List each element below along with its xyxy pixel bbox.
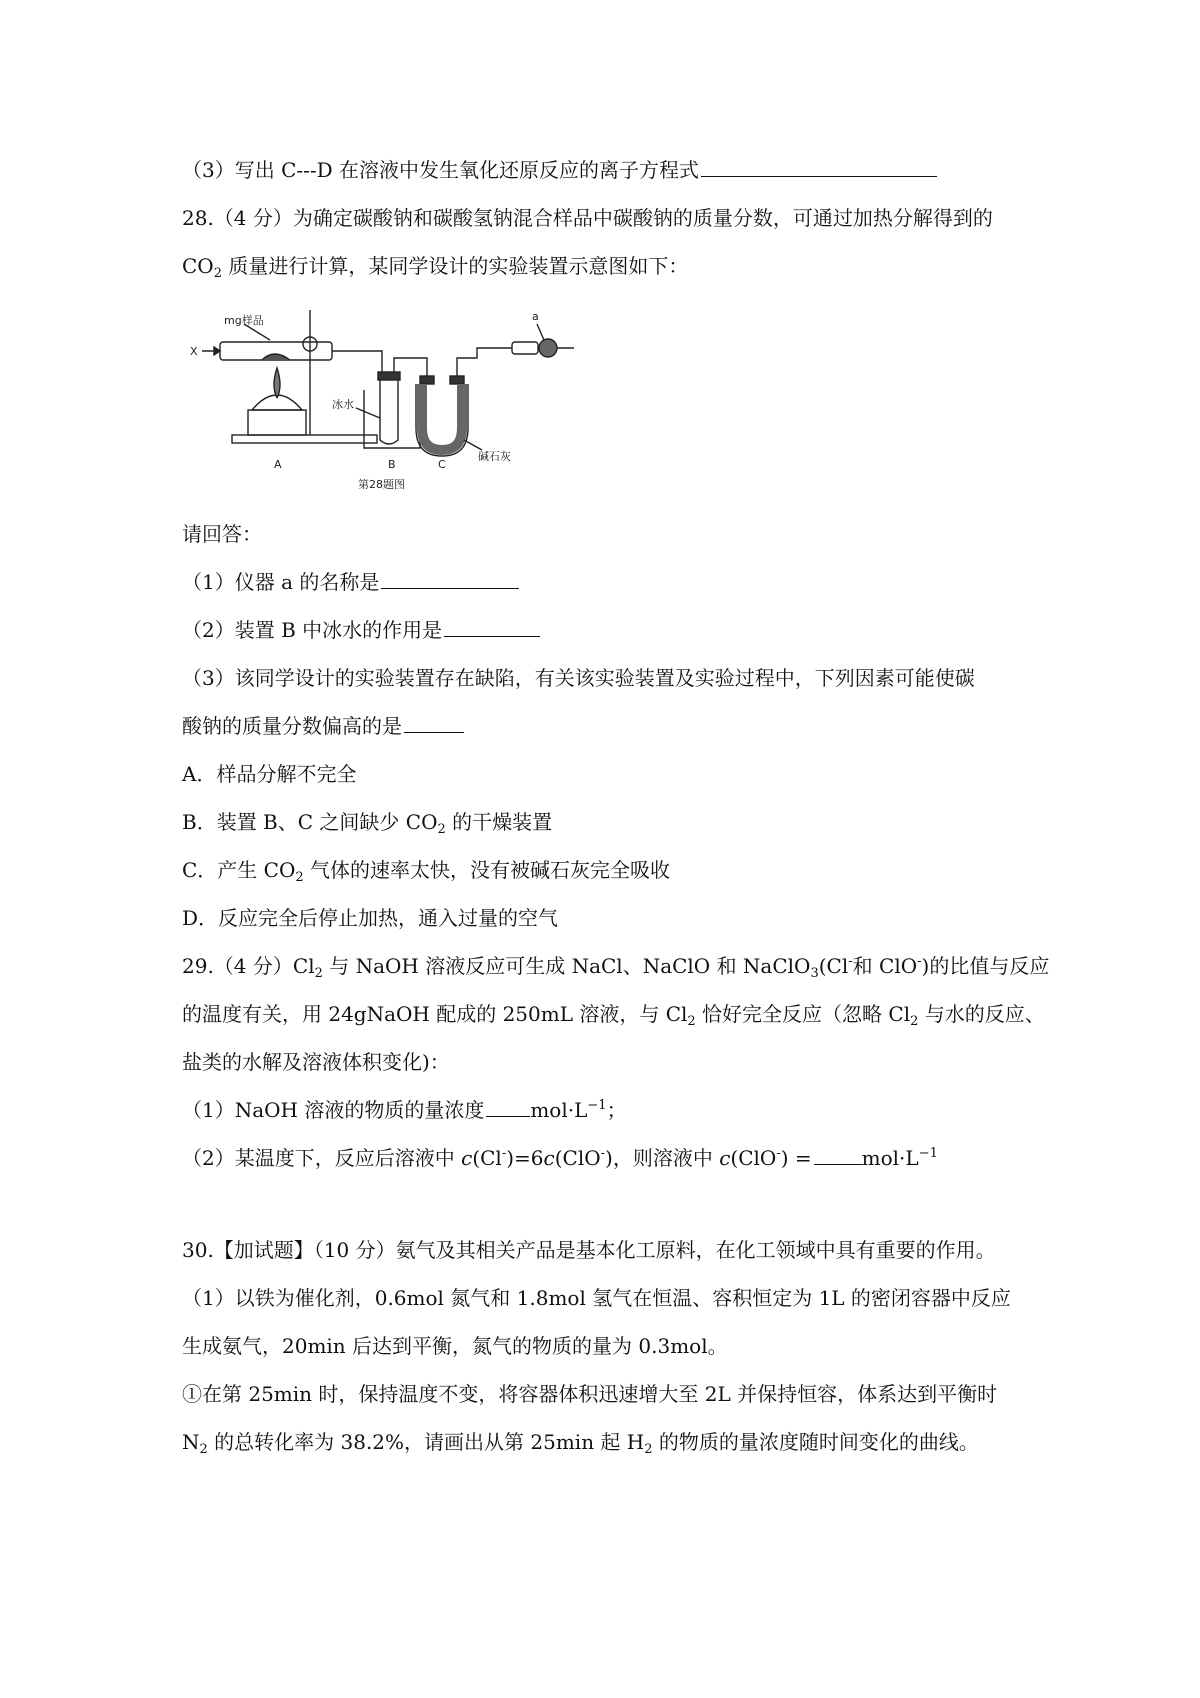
q28-answer-prompt: 请回答： — [182, 522, 262, 546]
q27-part3-line — [182, 156, 937, 184]
text: 与水的反应、 — [918, 1002, 1045, 1026]
lime-pointer — [464, 440, 482, 450]
q30-title: 30.【加试题】（10 分）氨气及其相关产品是基本化工原料，在化工领域中具有重要的作用。 — [182, 1238, 996, 1262]
q28-part2 — [182, 616, 540, 644]
subscript: 2 — [213, 266, 222, 281]
connect-tube-3 — [457, 348, 512, 382]
text: )=6 — [506, 1146, 544, 1170]
drying-tube — [512, 342, 538, 354]
answer-blank[interactable] — [404, 712, 464, 733]
q28-intro-line1: 28.（4 分）为确定碳酸钠和碳酸氢钠混合样品中碳酸钠的质量分数，可通过加热分解得到的 — [182, 206, 993, 230]
co2-text: CO — [182, 254, 214, 278]
text: (ClO — [730, 1146, 777, 1170]
superscript: −1 — [918, 1146, 938, 1161]
text: 的物质的量浓度随时间变化的曲线。 — [652, 1430, 979, 1454]
text: 恰好完全反应（忽略 Cl — [695, 1002, 911, 1026]
test-tube — [380, 380, 398, 444]
q28-option-c — [182, 856, 670, 884]
label-a: a — [532, 310, 539, 323]
u-tube-fill — [422, 384, 462, 450]
apparatus-diagram — [182, 300, 582, 500]
q30-sub1-line1: ①在第 25min 时，保持温度不变，将容器体积迅速增大至 2L 并保持恒容，体系达到平衡时 — [182, 1382, 998, 1406]
subscript: 3 — [810, 966, 819, 981]
superscript: - — [501, 1146, 507, 1161]
q29-line2 — [182, 1000, 1045, 1028]
text: )的比值与反应 — [921, 954, 1050, 978]
q28-part3-text: 酸钠的质量分数偏高的是 — [182, 714, 402, 738]
superscript: - — [600, 1146, 606, 1161]
subscript: 2 — [687, 1014, 696, 1029]
q29-line3: 盐类的水解及溶液体积变化)： — [182, 1050, 450, 1074]
subscript: 2 — [644, 1442, 653, 1457]
answer-blank[interactable] — [444, 616, 540, 637]
unit: mol·L — [530, 1098, 588, 1122]
q29-part2 — [182, 1144, 938, 1172]
figure-caption: 第28题图 — [358, 478, 405, 491]
answer-blank[interactable] — [486, 1096, 530, 1117]
q29-part1 — [182, 1096, 627, 1124]
q28-part3-line2 — [182, 712, 464, 740]
option-b-text: B．装置 B、C 之间缺少 CO — [182, 810, 438, 834]
sample-pile — [262, 354, 290, 360]
text: （1）NaOH 溶液的物质的量浓度 — [182, 1098, 485, 1122]
subscript: 2 — [295, 870, 304, 885]
q29-line1 — [182, 952, 1049, 980]
flame — [274, 368, 280, 398]
q28-option-b — [182, 808, 552, 836]
q30-part1-line1: （1）以铁为催化剂，0.6mol 氮气和 1.8mol 氢气在恒温、容积恒定为 1L 的密闭容器中反应 — [182, 1286, 1011, 1310]
italic-c: c — [461, 1146, 473, 1170]
label-x: X — [190, 345, 198, 358]
text: 的温度有关，用 24gNaOH 配成的 250mL 溶液，与 Cl — [182, 1002, 688, 1026]
text: 的总转化率为 38.2%，请画出从第 25min 起 H — [207, 1430, 645, 1454]
option-c-rest: 气体的速率太快，没有被碱石灰完全吸收 — [303, 858, 670, 882]
answer-blank[interactable] — [814, 1144, 862, 1165]
q28-intro-line2 — [182, 252, 688, 280]
subscript: 2 — [910, 1014, 919, 1029]
unit: mol·L — [861, 1146, 919, 1170]
drying-bulb — [539, 339, 557, 357]
text: ) = — [780, 1146, 812, 1170]
label-C: C — [438, 458, 446, 471]
text: 与 NaOH 溶液反应可生成 NaCl、NaClO 和 NaClO — [322, 954, 811, 978]
q28-part2-text: （2）装置 B 中冰水的作用是 — [182, 618, 443, 642]
text: N — [182, 1430, 200, 1454]
subscript: 2 — [437, 822, 446, 837]
label-sample: mg样品 — [224, 314, 264, 327]
q28-intro-rest: 质量进行计算，某同学设计的实验装置示意图如下： — [221, 254, 689, 278]
option-c-text: C．产生 CO — [182, 858, 296, 882]
u-stopper-right — [450, 376, 464, 384]
connect-tube-1 — [332, 351, 382, 372]
answer-blank[interactable] — [381, 568, 519, 589]
subscript: 2 — [314, 966, 323, 981]
text: ； — [606, 1098, 627, 1122]
stand-base — [232, 435, 377, 443]
subscript: 2 — [199, 1442, 208, 1457]
superscript: - — [917, 954, 922, 969]
answer-blank[interactable] — [701, 156, 937, 177]
superscript: - — [776, 1146, 781, 1161]
text: (Cl — [472, 1146, 502, 1170]
text: (ClO — [554, 1146, 601, 1170]
q28-option-d: D．反应完全后停止加热，通入过量的空气 — [182, 906, 559, 930]
q30-part1-line2: 生成氨气，20min 后达到平衡，氮气的物质的量为 0.3mol。 — [182, 1334, 728, 1358]
q28-option-a: A．样品分解不完全 — [182, 762, 357, 786]
text: 和 ClO — [852, 954, 918, 978]
italic-c: c — [543, 1146, 555, 1170]
text: )，则溶液中 — [605, 1146, 720, 1170]
q27-part3-text: （3）写出 C---D 在溶液中发生氧化还原反应的离子方程式 — [182, 158, 700, 182]
label-ice-water: 冰水 — [332, 398, 354, 411]
label-A: A — [274, 458, 282, 471]
ice-pointer — [356, 408, 380, 418]
italic-c: c — [719, 1146, 731, 1170]
u-stopper-left — [420, 376, 434, 384]
q28-part3-line1: （3）该同学设计的实验装置存在缺陷，有关该实验装置及实验过程中，下列因素可能使碳 — [182, 666, 975, 690]
q28-part1 — [182, 568, 519, 596]
q28-part1-text: （1）仪器 a 的名称是 — [182, 570, 380, 594]
superscript: −1 — [587, 1098, 607, 1113]
stopper — [378, 372, 400, 380]
text: (Cl — [818, 954, 849, 978]
q30-sub1-line2 — [182, 1428, 979, 1456]
label-B: B — [388, 458, 396, 471]
option-b-rest: 的干燥装置 — [445, 810, 553, 834]
label-soda-lime: 碱石灰 — [478, 450, 511, 463]
a-pointer — [537, 324, 544, 340]
lamp-body — [248, 410, 306, 435]
beaker — [364, 390, 420, 448]
inlet-arrow — [214, 347, 220, 355]
superscript: - — [848, 954, 853, 969]
text: （2）某温度下，反应后溶液中 — [182, 1146, 462, 1170]
text: 29.（4 分）Cl — [182, 954, 315, 978]
